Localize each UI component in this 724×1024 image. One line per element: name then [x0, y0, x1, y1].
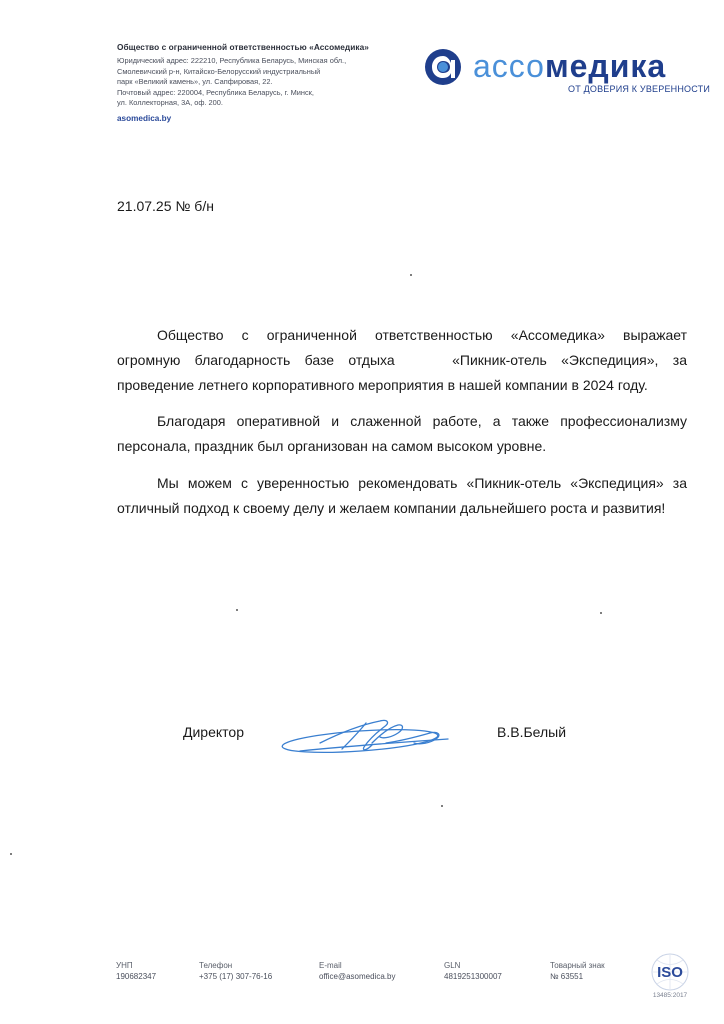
- paragraph-work: [117, 409, 687, 459]
- address-line: Смолевичский р-н, Китайско-Белорусский индустриальный: [117, 66, 321, 76]
- logo-text-light: ассо: [473, 48, 545, 84]
- iso-number: 13485:2017: [652, 992, 688, 999]
- scan-dot: [410, 274, 412, 276]
- iso-label: ISO: [657, 964, 683, 981]
- footer-label: GLN: [444, 961, 461, 970]
- address-line: парк «Великий камень», ул. Сапфировая, 22.: [117, 77, 273, 86]
- text-line: Благодаря оперативной и слаженной работе, а также профессионализму: [157, 413, 687, 429]
- scan-dot: [236, 609, 238, 611]
- handwritten-signature: [280, 713, 455, 761]
- footer-label: E-mail: [319, 961, 342, 970]
- company-name: Общество с ограниченной ответственностью «Ассомедика»: [117, 42, 369, 52]
- logo-wordmark: [473, 46, 666, 86]
- scan-dot: [441, 805, 443, 807]
- footer-gln: [444, 960, 502, 982]
- footer-label: УНП: [116, 961, 133, 970]
- company-logo: [424, 46, 711, 98]
- iso-certification-icon: [647, 952, 693, 1000]
- text-line: огромную благодарность базе отдыха «Пикник-отель «Экспедиция», за: [117, 352, 687, 368]
- text-line: отличный подход к своему делу и желаем компании дальнейшего роста и развития!: [117, 500, 666, 516]
- footer-trademark: [550, 960, 605, 982]
- website-link[interactable]: asomedica.by: [117, 113, 172, 123]
- footer-value: № 63551: [550, 972, 584, 981]
- scan-dot: [10, 853, 12, 855]
- text-line: персонала, праздник был организован на самом высоком уровне.: [117, 438, 547, 454]
- address-line: ул. Коллекторная, 3А, оф. 200.: [117, 98, 223, 107]
- footer-phone: [199, 960, 272, 982]
- footer-value: 4819251300007: [444, 972, 502, 981]
- company-details: [117, 42, 402, 123]
- footer-label: Товарный знак: [550, 961, 605, 970]
- address-line: Почтовый адрес: 220004, Республика Беларусь, г. Минск,: [117, 87, 314, 97]
- letter-date: 21.07.25 № б/н: [117, 198, 214, 214]
- footer-unp: [116, 960, 156, 982]
- text-line: проведение летнего корпоративного мероприятия в нашей компании в 2024 году.: [117, 377, 648, 393]
- paragraph-gratitude: [117, 323, 687, 398]
- logo-mark-icon: [424, 48, 462, 86]
- footer-email: [319, 960, 395, 982]
- paragraph-recommendation: [117, 471, 687, 521]
- email-link[interactable]: office@asomedica.by: [319, 972, 396, 981]
- scan-dot: [600, 612, 602, 614]
- logo-tagline: ОТ ДОВЕРИЯ К УВЕРЕННОСТИ: [568, 84, 711, 94]
- phone-link[interactable]: +375 (17) 307-76-16: [199, 972, 273, 981]
- footer-label: Телефон: [199, 961, 233, 970]
- text-line: Мы можем с уверенностью рекомендовать «Пикник-отель «Экспедиция» за: [157, 475, 687, 491]
- text-line: Общество с ограниченной ответственностью «Ассомедика» выражает: [157, 327, 687, 343]
- address-line: Юридический адрес: 222210, Республика Беларусь, Минская обл.,: [117, 56, 347, 65]
- logo-text-bold: медика: [544, 48, 667, 84]
- footer-value: 190682347: [116, 972, 157, 981]
- signer-name: В.В.Белый: [497, 724, 567, 740]
- signer-title: Директор: [183, 724, 244, 740]
